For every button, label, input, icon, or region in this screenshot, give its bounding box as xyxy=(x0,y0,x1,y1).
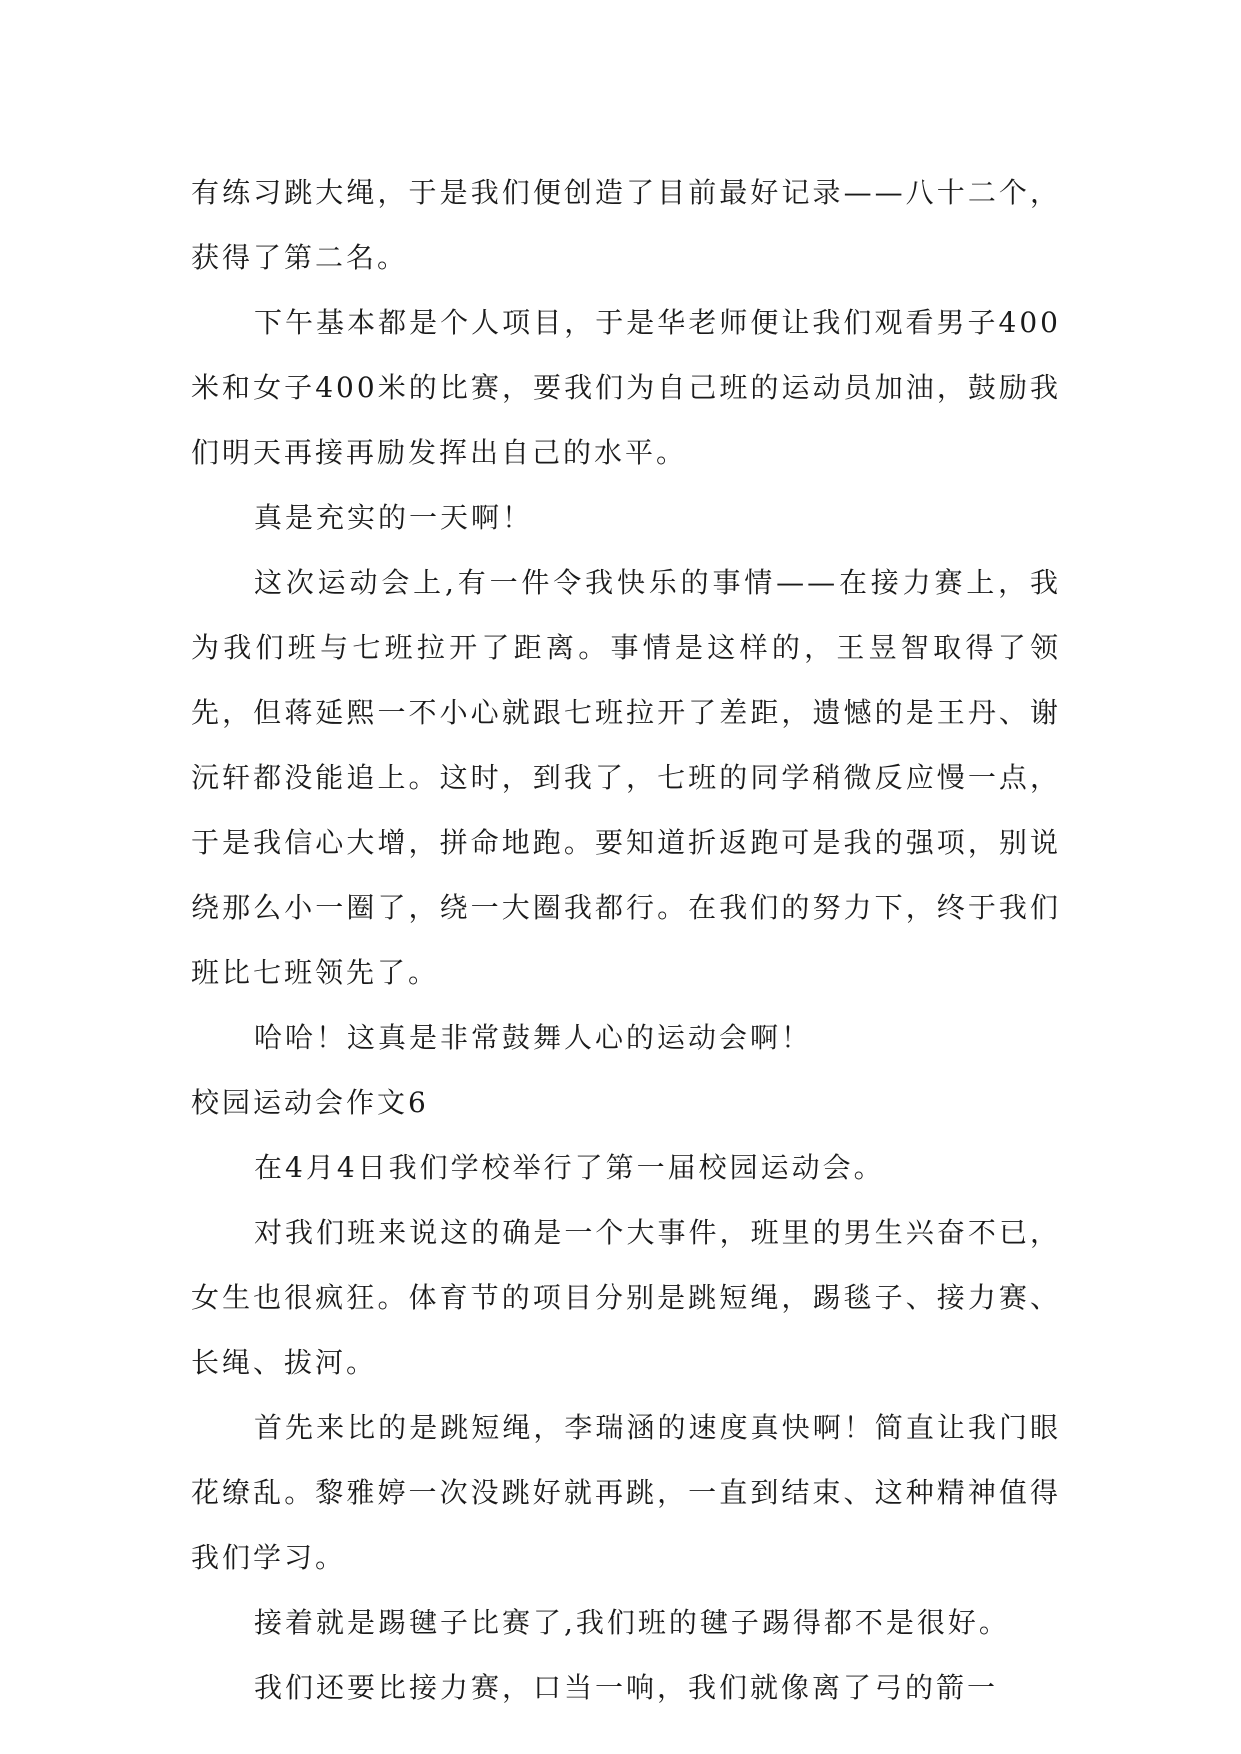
paragraph: 对我们班来说这的确是一个大事件，班里的男生兴奋不已，女生也很疯狂。体育节的项目分别是跳短绳，踢毯子、接力赛、长绳、拔河。 xyxy=(191,1216,1061,1379)
document-body xyxy=(191,160,1061,1720)
paragraph: 接着就是踢毽子比赛了,我们班的毽子踢得都不是很好。 xyxy=(254,1606,1010,1639)
paragraph: 哈哈！这真是非常鼓舞人心的运动会啊！ xyxy=(254,1021,813,1054)
paragraph: 在4月4日我们学校举行了第一届校园运动会。 xyxy=(254,1151,885,1184)
paragraph: 下午基本都是个人项目，于是华老师便让我们观看男子400米和女子400米的比赛，要我们为自己班的运动员加油，鼓励我们明天再接再励发挥出自己的水平。 xyxy=(191,306,1061,469)
paragraph: 有练习跳大绳，于是我们便创造了目前最好记录——八十二个，获得了第二名。 xyxy=(191,176,1061,274)
paragraph: 首先来比的是跳短绳，李瑞涵的速度真快啊！简直让我门眼花缭乱。黎雅婷一次没跳好就再跳，一直到结束、这种精神值得我们学习。 xyxy=(191,1411,1061,1574)
paragraph: 我们还要比接力赛，口当一响，我们就像离了弓的箭一 xyxy=(254,1671,999,1704)
section-title: 校园运动会作文6 xyxy=(191,1086,429,1119)
paragraph: 这次运动会上,有一件令我快乐的事情——在接力赛上，我为我们班与七班拉开了距离。事情是这样的，王昱智取得了领先，但蒋延熙一不小心就跟七班拉开了差距，遗憾的是王丹、谢沅轩都没能追上。这时，到我了，七班的同学稍微反应慢一点，于是我信心大增，拼命地跑。要知道折返跑可是我的强项，别说绕那么小一圈了，绕一大圈我都行。在我们的努力下，终于我们班比七班领先了。 xyxy=(191,566,1061,989)
paragraph: 真是充实的一天啊！ xyxy=(254,501,534,534)
